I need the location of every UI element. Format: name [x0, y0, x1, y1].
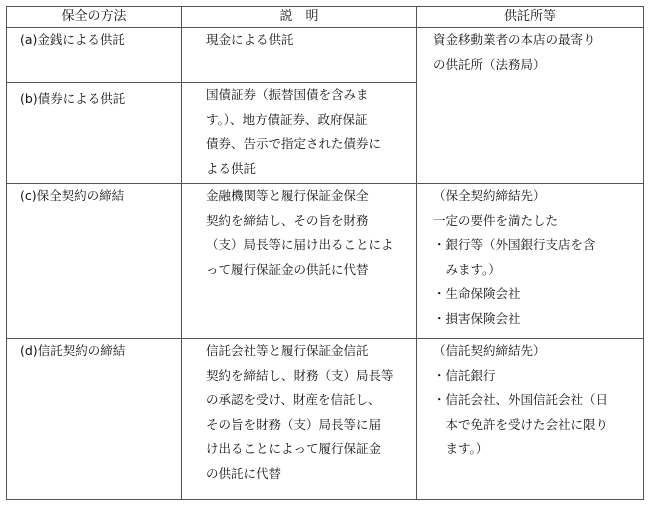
description-cell: 金融機関等と履行保証金保全 契約を締結し、その旨を財務 （支）局長等に届け出ることによ って履行保証金の供託に代替 — [182, 184, 417, 339]
depository-cell: 資金移動業者の本店の最寄り の供託所（法務局） — [417, 28, 644, 184]
header-description: 説 明 — [182, 7, 417, 28]
table-row — [7, 339, 644, 500]
security-methods-table — [6, 6, 644, 500]
method-cell: (c)保全契約の締結 — [7, 184, 182, 339]
description-cell: 現金による供託 — [182, 28, 417, 83]
header-row — [7, 7, 644, 28]
description-cell: 信託会社等と履行保証金信託 契約を締結し、財務（支）局長等 の承認を受け、財産を信託し、 その旨を財務（支）局長等に届 け出ることによって履行保証金 の供託に代替 — [182, 339, 417, 500]
header-depository: 供託所等 — [417, 7, 644, 28]
depository-cell: （信託契約締結先） ・信託銀行 ・信託会社、外国信託会社（日 本で免許を受けた会社に限り ます。） — [417, 339, 644, 500]
method-cell: (b)債券による供託 — [7, 83, 182, 184]
table-row — [7, 184, 644, 339]
method-cell: (d)信託契約の締結 — [7, 339, 182, 500]
depository-cell: （保全契約締結先） 一定の要件を満たした ・銀行等（外国銀行支店を含 みます。） ・生命保険会社 ・損害保険会社 — [417, 184, 644, 339]
table-row — [7, 28, 644, 83]
description-cell: 国債証券（振替国債を含みま す。）、地方債証券、政府保証 債券、告示で指定された債券に よる供託 — [182, 83, 417, 184]
header-method: 保全の方法 — [7, 7, 182, 28]
method-cell: (a)金銭による供託 — [7, 28, 182, 83]
